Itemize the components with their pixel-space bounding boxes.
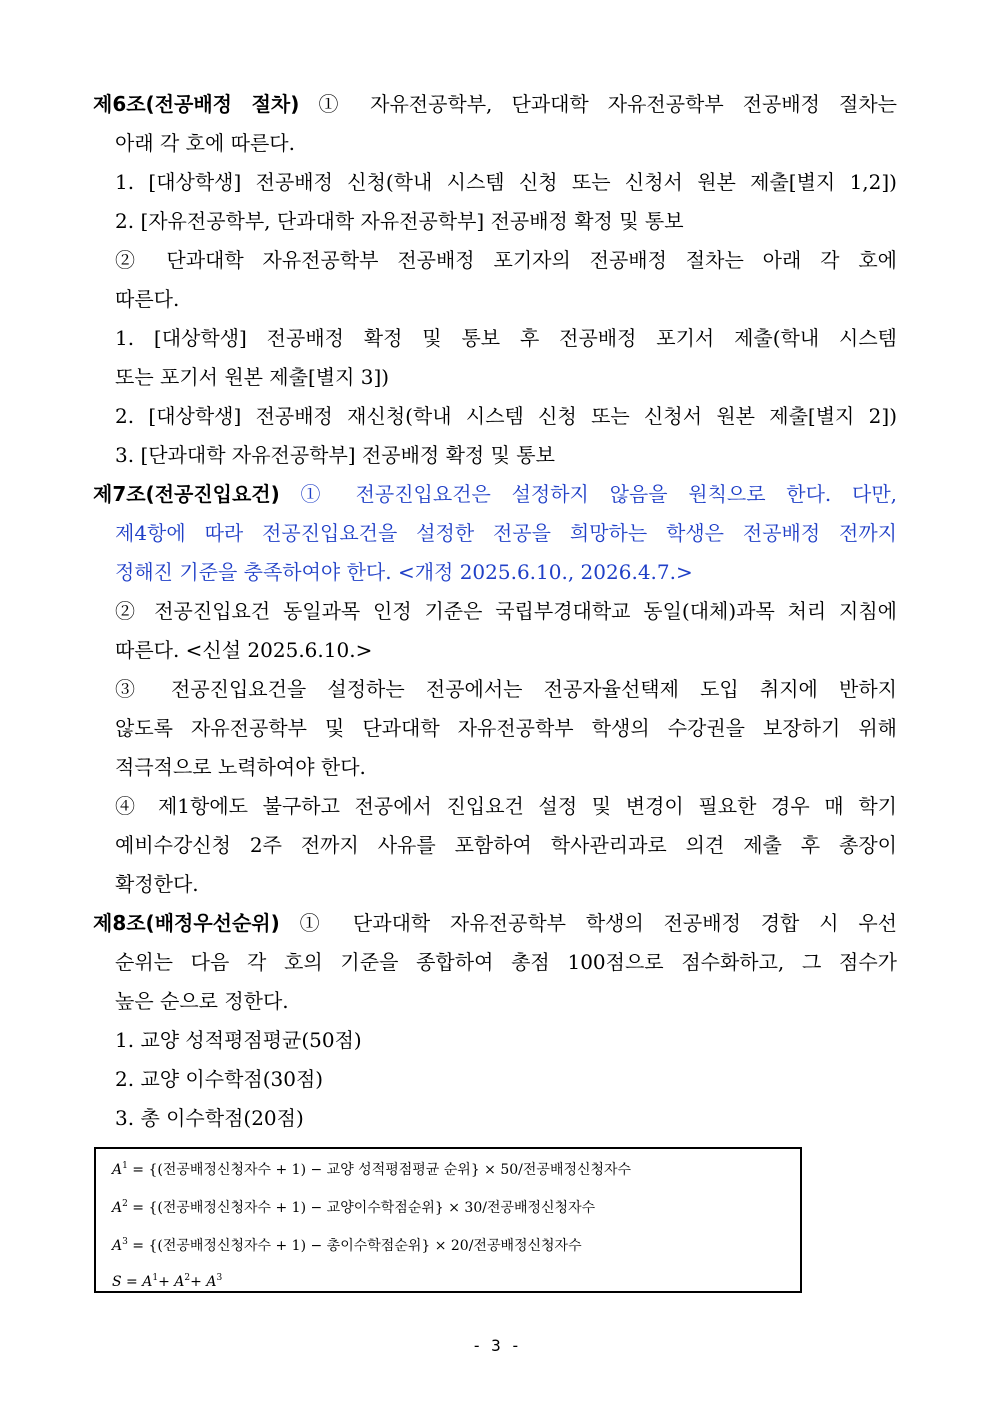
- formula-box: [94, 1147, 802, 1293]
- article-8-line-3: 높은 순으로 정한다.: [115, 989, 289, 1013]
- article-7-line-3: 정해진 기준을 충족하여야 한다. <개정 2025.6.10., 2026.4.7.>: [115, 560, 693, 584]
- article-6-para-2-item-2: 2. [대상학생] 전공배정 재신청(학내 시스템 신청 또는 신청서 원본 제출[별지 2]): [115, 404, 897, 428]
- article-7-line-1: [93, 481, 897, 507]
- article-8-text: ① 단과대학 자유전공학부 학생의 전공배정 경합 시 우선: [299, 911, 897, 935]
- article-7-para-3-cont-2: 적극적으로 노력하여야 한다.: [115, 755, 366, 779]
- article-6-line-1: [93, 91, 897, 117]
- article-7-para-4-cont-1: 예비수강신청 2주 전까지 사유를 포함하여 학사관리과로 의견 제출 후 총장이: [115, 833, 897, 857]
- article-6-text: ① 자유전공학부, 단과대학 자유전공학부 전공배정 절차는: [318, 92, 897, 116]
- article-8-item-2: 2. 교양 이수학점(30점): [115, 1067, 324, 1091]
- article-8-line-2: 순위는 다음 각 호의 기준을 종합하여 총점 100점으로 점수화하고, 그 점수가: [115, 950, 897, 974]
- formula-a1: $A^1$ = {(전공배정신청자수 + 1) − 교양 성적평점평균 순위} × 50/전공배정신청자수: [112, 1161, 632, 1178]
- article-7-para-2: ② 전공진입요건 동일과목 인정 기준은 국립부경대학교 동일(대체)과목 처리 지침에: [115, 599, 897, 623]
- article-7-para-3-cont-1: 않도록 자유전공학부 및 단과대학 자유전공학부 학생의 수강권을 보장하기 위해: [115, 716, 897, 740]
- article-8-heading: 제8조(배정우선순위): [93, 911, 280, 935]
- article-6-line-2: 아래 각 호에 따른다.: [115, 131, 295, 155]
- article-7-line-2: 제4항에 따라 전공진입요건을 설정한 전공을 희망하는 학생은 전공배정 전까지: [115, 521, 897, 545]
- article-6-para-2-item-1: 1. [대상학생] 전공배정 확정 및 통보 후 전공배정 포기서 제출(학내 시스템: [115, 326, 897, 350]
- article-7-heading: 제7조(전공진입요건): [93, 482, 280, 506]
- article-7-text: ① 전공진입요건은 설정하지 않음을 원칙으로 한다. 다만,: [300, 482, 897, 506]
- formula-a2: $A^2$ = {(전공배정신청자수 + 1) − 교양이수학점순위} × 30/전공배정신청자수: [112, 1199, 596, 1216]
- article-6-item-2: 2. [자유전공학부, 단과대학 자유전공학부] 전공배정 확정 및 통보: [115, 209, 684, 233]
- formula-a3: $A^3$ = {(전공배정신청자수 + 1) − 총이수학점순위} × 20/전공배정신청자수: [112, 1237, 582, 1254]
- article-7-para-4: ④ 제1항에도 불구하고 전공에서 진입요건 설정 및 변경이 필요한 경우 매 학기: [115, 794, 897, 818]
- article-6-para-2: ② 단과대학 자유전공학부 전공배정 포기자의 전공배정 절차는 아래 각 호에: [115, 248, 897, 272]
- article-7-para-2-cont: 따른다. <신설 2025.6.10.>: [115, 638, 373, 662]
- article-6-para-2-cont: 따른다.: [115, 287, 180, 311]
- article-8-item-3: 3. 총 이수학점(20점): [115, 1106, 304, 1130]
- article-6-para-2-item-1-cont: 또는 포기서 원본 제출[별지 3]): [115, 365, 390, 389]
- article-6-heading: 제6조(전공배정 절차): [93, 92, 300, 116]
- article-8-item-1: 1. 교양 성적평점평균(50점): [115, 1028, 362, 1052]
- article-8-line-1: [93, 910, 897, 936]
- page-number: - 3 -: [471, 1336, 521, 1355]
- formula-s: $S = A^1+ A^2+ A^3$: [112, 1273, 223, 1290]
- article-6-item-1: 1. [대상학생] 전공배정 신청(학내 시스템 신청 또는 신청서 원본 제출[별지 1,2]): [115, 170, 897, 194]
- article-7-para-4-cont-2: 확정한다.: [115, 872, 199, 896]
- article-6-para-2-item-3: 3. [단과대학 자유전공학부] 전공배정 확정 및 통보: [115, 443, 555, 467]
- article-7-para-3: ③ 전공진입요건을 설정하는 전공에서는 전공자율선택제 도입 취지에 반하지: [115, 677, 897, 701]
